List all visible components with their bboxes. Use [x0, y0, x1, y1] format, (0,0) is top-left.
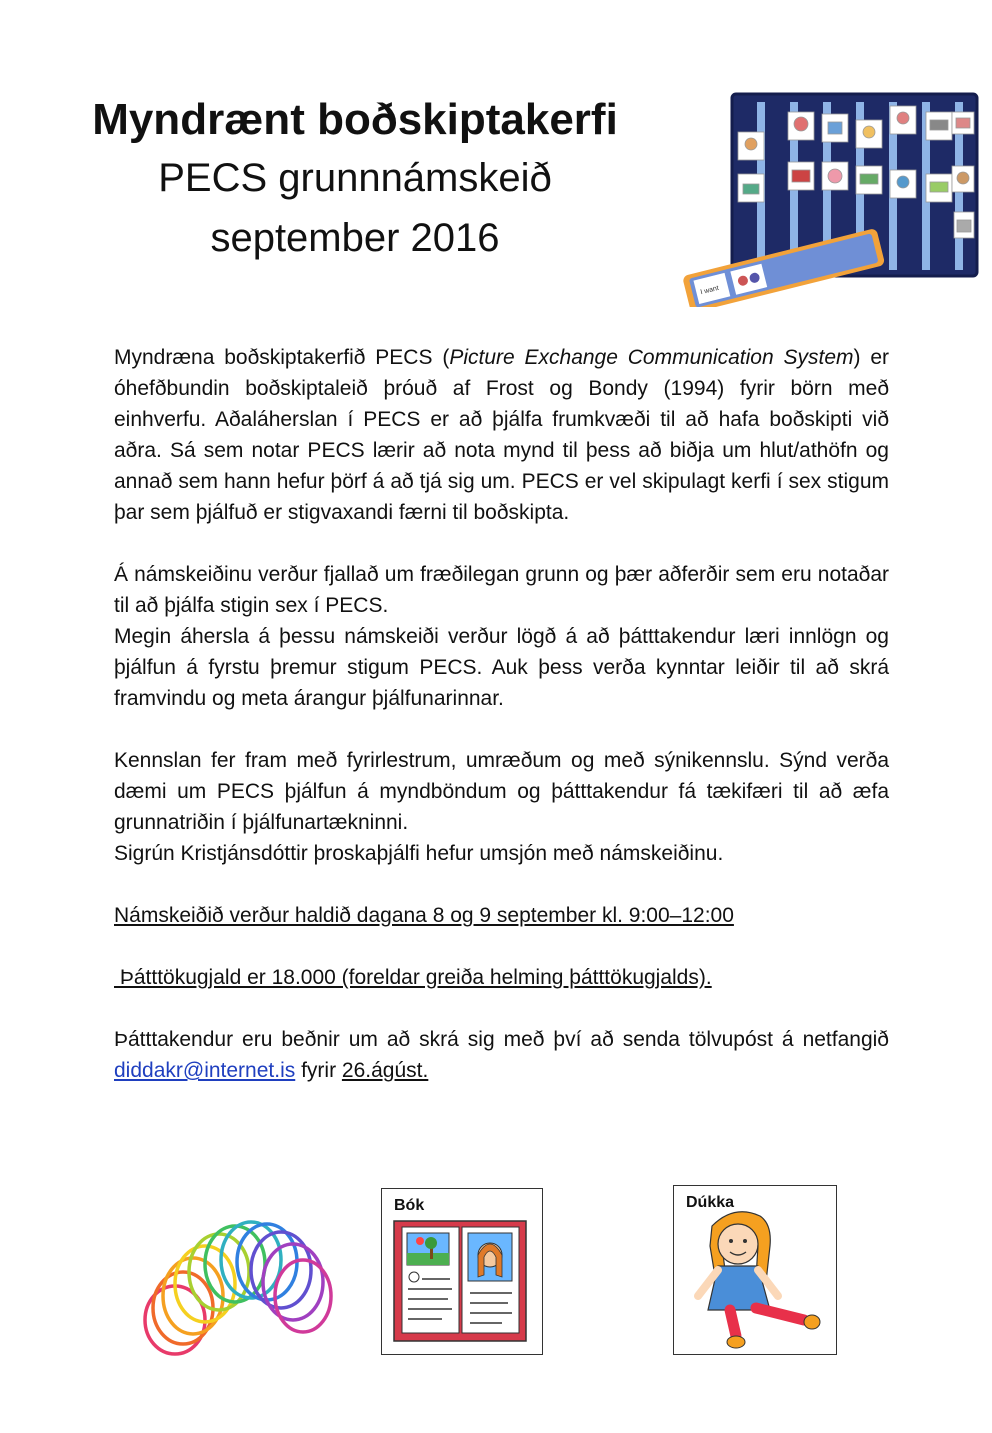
- slinky-image: [135, 1200, 345, 1360]
- doll-card-label: Dúkka: [686, 1194, 735, 1211]
- doll-icon: [674, 1186, 836, 1354]
- instructor-paragraph: Sigrún Kristjánsdóttir þroskaþjálfi hefur umsjón með námskeiðinu.: [114, 842, 724, 865]
- pecs-board-image: [672, 62, 990, 307]
- book-card-label: Bók: [394, 1197, 425, 1214]
- page-title: Myndrænt boðskiptakerfi: [92, 95, 618, 144]
- focus-paragraph: Megin áhersla á þessu námskeiði verður lögð á að þátttakendur læri innlögn og þjálfun á fyrstu þremur stigum PECS. Auk þess verða kynntar leiðir til að skrá framvindu og meta árangur þjálfunarinnar.: [114, 625, 889, 710]
- sentence-strip-label: I want: [699, 284, 720, 297]
- registration-paragraph: Þátttakendur eru beðnir um að skrá sig með því að senda tölvupóst á netfangið diddakr@internet.is fyrir 26.ágúst.: [114, 1028, 889, 1082]
- intro-paragraph: Myndræna boðskiptakerfið PECS (Picture Exchange Communication System) er óhefðbundin boðskiptaleið þróuð af Frost og Bondy (1994) fyrir börn með einhverfu. Aðaláherslan í PECS er að þjálfa frumkvæði til að hafa boðskipti við aðra. Sá sem notar PECS lærir að nota mynd til þess að biðja um hlut/athöfn og annað sem hann hefur þörf á að tjá sig um. PECS er vel skipulagt kerfi í sex stigum þar sem þjálfuð er stigvaxandi færni til boðskipta.: [114, 346, 890, 524]
- title-block: [30, 92, 680, 268]
- teaching-paragraph: Kennslan fer fram með fyrirlestrum, umræðum og með sýnikennslu. Sýnd verða dæmi um PECS þjálfun á myndböndum og þátttakendur fá tækifæri til að æfa grunnatriðin í þjálfunartækninni.: [114, 749, 889, 834]
- body-text: [114, 342, 889, 1086]
- email-link[interactable]: diddakr@internet.is: [114, 1059, 296, 1082]
- book-icon: [382, 1189, 542, 1354]
- page-date: september 2016: [210, 216, 500, 260]
- fee-line: Þátttökugjald er 18.000 (foreldar greiða helming þátttökugjalds).: [114, 966, 712, 989]
- deadline-date: 26.ágúst.: [341, 1059, 429, 1082]
- page-subtitle: PECS grunnnámskeið: [158, 156, 552, 200]
- doll-picture-card: [673, 1185, 837, 1355]
- book-picture-card: [381, 1188, 543, 1355]
- course-content-paragraph: Á námskeiðinu verður fjallað um fræðilegan grunn og þær aðferðir sem eru notaðar til að þjálfa stigin sex í PECS.: [114, 563, 889, 617]
- dates-line: Námskeiðið verður haldið dagana 8 og 9 september kl. 9:00–12:00: [114, 904, 734, 927]
